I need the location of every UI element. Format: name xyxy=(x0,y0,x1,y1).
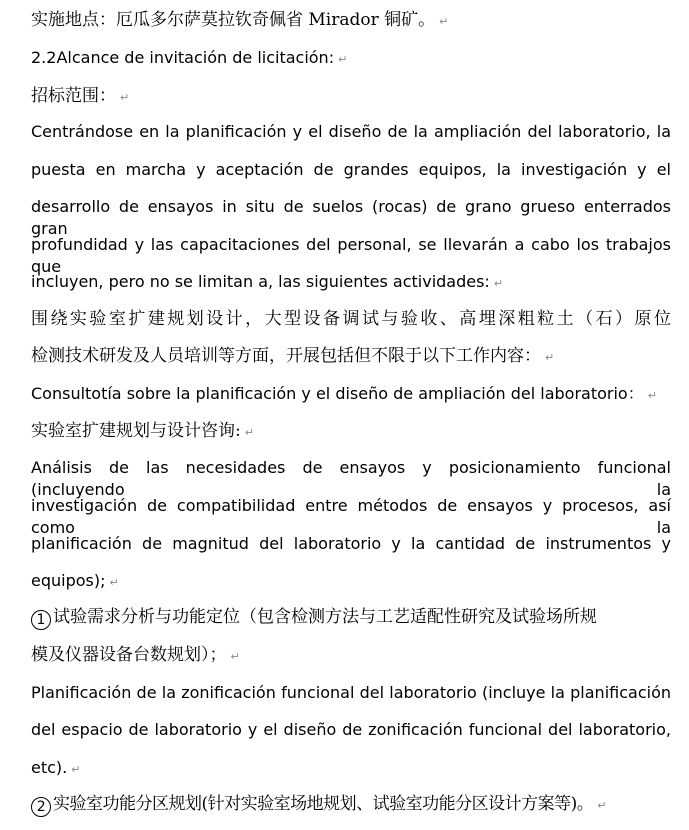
analysis-es-line-4: equipos); ↵ xyxy=(31,571,119,590)
circled-number-2: 2 xyxy=(31,797,51,817)
scope-es-line-4: profundidad y las capacitaciones del personal, se llevarán a cabo los trabajos que xyxy=(31,235,671,276)
item-1-zh-line-2: 模及仪器设备台数规划）； ↵ xyxy=(31,645,240,665)
consulting-heading-es: Consultotía sobre la planificación y el diseño de ampliación del laboratorio： ↵ xyxy=(31,384,657,403)
scope-zh-line-1: 围绕实验室扩建规划设计，大型设备调试与验收、高埋深粗粒土（石）原位 xyxy=(31,309,671,329)
consulting-heading-zh: 实验室扩建规划与设计咨询: ↵ xyxy=(31,421,254,441)
section-heading-zh: 招标范围： ↵ xyxy=(31,86,130,106)
section-heading-es: 2.2Alcance de invitación de licitación: ↵ xyxy=(31,48,348,67)
item-2-zh-line: 2 实验室功能分区规划(针对实验室场地规划、试验室功能分区设计方案等)。 ↵ xyxy=(31,793,671,817)
item-1-zh-line-1: 1 试验需求分析与功能定位（包含检测方法与工艺适配性研究及试验场所规 xyxy=(31,606,671,630)
scope-es-line-2: puesta en marcha y aceptación de grandes equipos, la investigación y el xyxy=(31,160,671,179)
analysis-es-line-3: planificación de magnitud del laboratorio y la cantidad de instrumentos y xyxy=(31,534,671,553)
scope-es-line-1: Centrándose en la planificación y el diseño de la ampliación del laboratorio, la xyxy=(31,122,671,141)
zoning-es-line-1: Planificación de la zonificación funcional del laboratorio (incluye la planificación xyxy=(31,683,671,702)
scope-es-line-5: incluyen, pero no se limitan a, las siguientes actividades: ↵ xyxy=(31,272,504,291)
analysis-es-line-1: Análisis de las necesidades de ensayos y posicionamiento funcional (incluyendo la xyxy=(31,458,671,499)
analysis-es-line-2: investigación de compatibilidad entre métodos de ensayos y procesos, así como la xyxy=(31,496,671,537)
zoning-es-line-3: etc). ↵ xyxy=(31,758,81,777)
scope-zh-line-2: 检测技术研发及人员培训等方面，开展包括但不限于以下工作内容： ↵ xyxy=(31,346,555,366)
zoning-es-line-2: del espacio de laboratorio y el diseño de zonificación funcional del laboratorio, xyxy=(31,720,671,739)
location-line-zh: 实施地点：厄瓜多尔萨莫拉钦奇佩省 Mirador 铜矿。 ↵ xyxy=(31,10,449,30)
scope-es-line-3: desarrollo de ensayos in situ de suelos (rocas) de grano grueso enterrados gran xyxy=(31,197,671,238)
circled-number-1: 1 xyxy=(31,610,51,630)
